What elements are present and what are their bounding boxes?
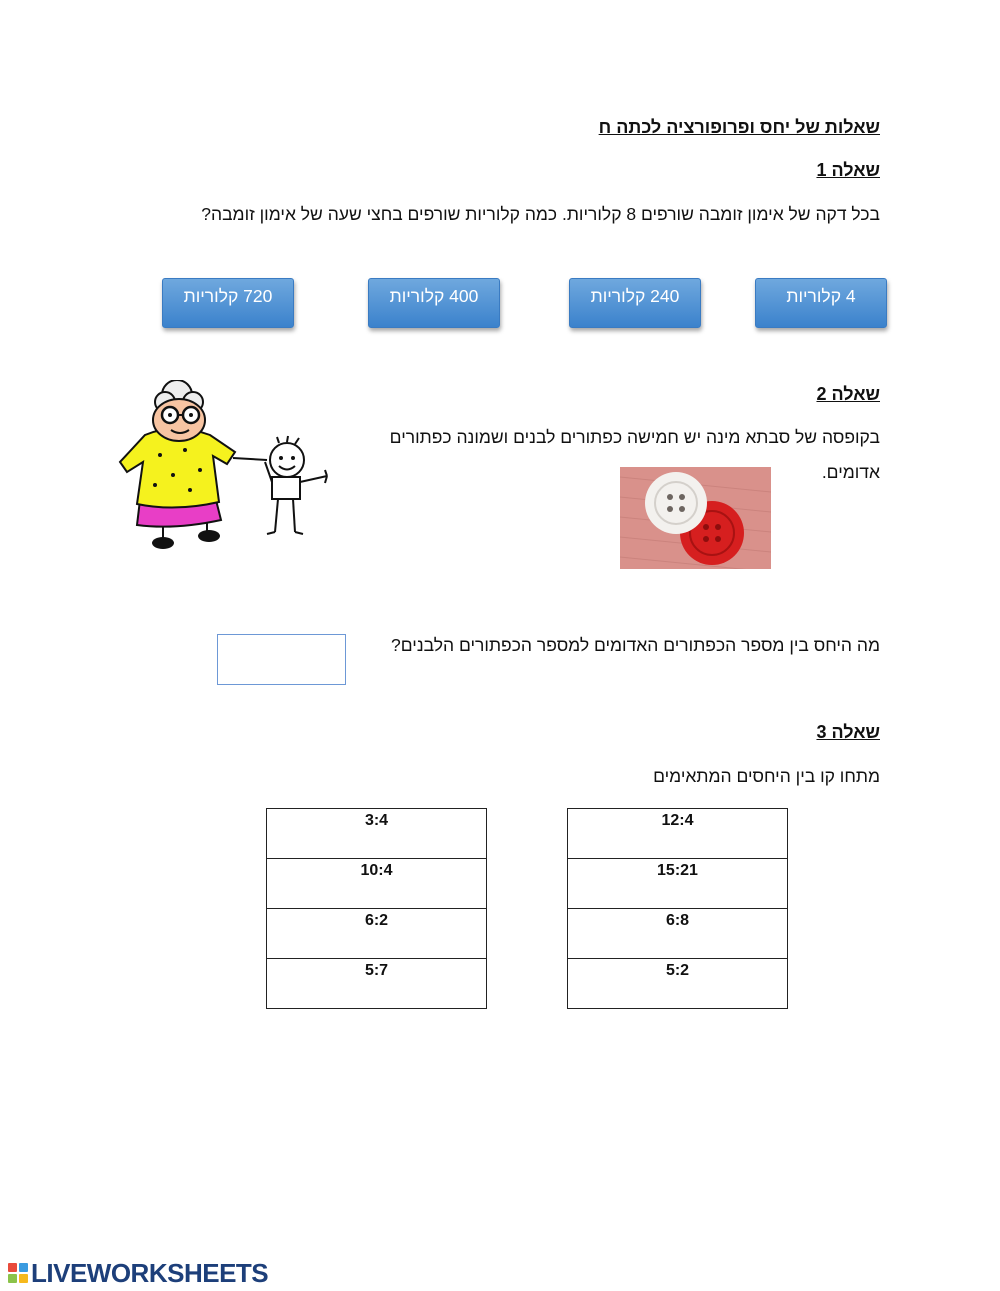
ratio-table-right: [567, 808, 788, 1009]
ratio-cell[interactable]: 10:4: [267, 859, 487, 909]
buttons-photo: [620, 467, 771, 569]
ratio-cell[interactable]: 6:8: [568, 909, 788, 959]
ratio-cell[interactable]: 5:2: [568, 959, 788, 1009]
answer-option-720-calories[interactable]: 720 קלוריות: [162, 278, 294, 328]
ratio-answer-input[interactable]: [217, 634, 346, 685]
logo-blocks-icon: [8, 1263, 28, 1283]
ratio-table-left: [266, 808, 487, 1009]
answer-option-4-calories[interactable]: 4 קלוריות: [755, 278, 887, 328]
answer-option-400-calories[interactable]: 400 קלוריות: [368, 278, 500, 328]
ratio-cell[interactable]: 6:2: [267, 909, 487, 959]
question-1-text: בכל דקה של אימון זומבה שורפים 8 קלוריות. כמה קלוריות שורפים בחצי שעה של אימון זומבה?: [201, 204, 880, 224]
question-2-text: בקופסה של סבתא מינה יש חמישה כפתורים לבנים ושמונה כפתורים אדומים.: [389, 427, 880, 482]
question-3-text: מתחו קו בין היחסים המתאימים: [653, 766, 880, 786]
ratio-cell[interactable]: 5:7: [267, 959, 487, 1009]
answer-option-240-calories[interactable]: 240 קלוריות: [569, 278, 701, 328]
ratio-cell[interactable]: 15:21: [568, 859, 788, 909]
ratio-cell[interactable]: 3:4: [267, 809, 487, 859]
grandma-child-illustration: [115, 380, 335, 555]
question-2-heading: שאלה 2: [816, 384, 880, 404]
worksheet-title: שאלות של יחס ופרופורציה לכתה ח: [598, 117, 880, 137]
question-1-heading: שאלה 1: [816, 160, 880, 180]
logo-text: LIVEWORKSHEETS: [31, 1257, 269, 1288]
liveworksheets-logo[interactable]: [8, 1258, 268, 1288]
ratio-cell[interactable]: 12:4: [568, 809, 788, 859]
question-3-heading: שאלה 3: [816, 722, 880, 742]
question-2-ratio-question: מה היחס בין מספר הכפתורים האדומים למספר הכפתורים הלבנים?: [391, 635, 880, 655]
